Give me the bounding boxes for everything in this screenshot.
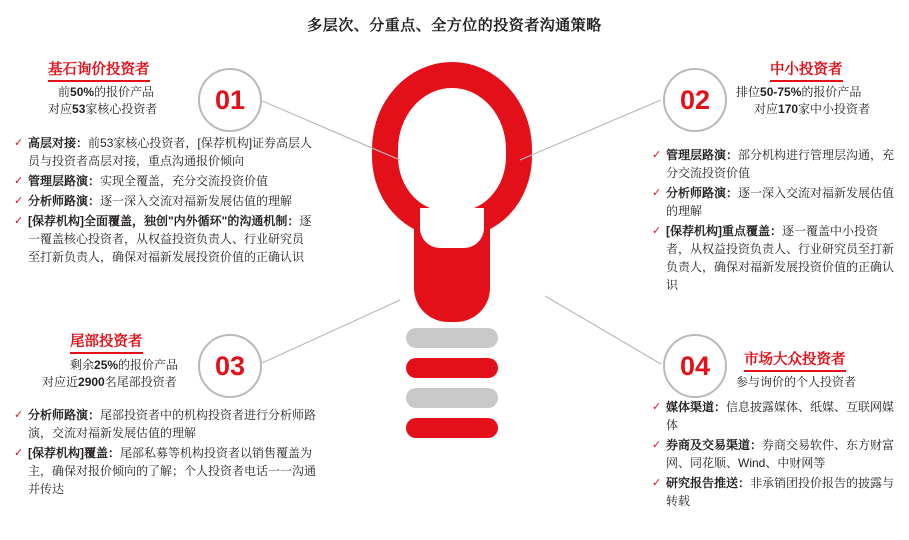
section-subline-03b: 对应近2900名尾部投资者 xyxy=(42,375,177,389)
step-number-01: 01 xyxy=(198,68,262,132)
check-icon: ✓ xyxy=(652,187,662,199)
check-icon: ✓ xyxy=(14,409,24,421)
section-subline-03a: 剩余25%的报价产品 xyxy=(70,358,179,372)
check-icon: ✓ xyxy=(14,447,24,459)
section-heading-04: 市场大众投资者 xyxy=(744,348,846,369)
list-item: ✓ [保荐机构]重点覆盖：逐一覆盖中小投资者，从权益投资负责人、行业研究员至打新负责人，确保对福新发展投资价值的正确认识 xyxy=(652,224,895,292)
check-icon: ✓ xyxy=(652,149,662,161)
step-number-03: 03 xyxy=(198,334,262,398)
check-icon: ✓ xyxy=(14,215,24,227)
section-heading-03: 尾部投资者 xyxy=(70,330,143,351)
check-icon: ✓ xyxy=(14,195,24,207)
section-subline-01b: 对应53家核心投资者 xyxy=(48,102,158,116)
check-icon: ✓ xyxy=(652,439,662,451)
list-item: ✓ [保荐机构]覆盖：尾部私募等机构投资者以销售覆盖为主，确保对报价倾向的了解；个人投资者电话一一沟通并传达 xyxy=(14,446,317,496)
section-subline-02b: 对应170家中小投资者 xyxy=(754,102,871,116)
list-item: ✓ 券商及交易渠道：券商交易软件、东方财富网、同花顺、Wind、中财网等 xyxy=(652,438,895,470)
list-item: ✓ 管理层路演：实现全覆盖，充分交流投资价值 xyxy=(14,174,269,188)
step-number-04: 04 xyxy=(663,334,727,398)
check-icon: ✓ xyxy=(652,401,662,413)
check-icon: ✓ xyxy=(14,137,24,149)
list-item: ✓ 研究报告推送：非承销团投价报告的披露与转载 xyxy=(652,476,895,508)
section-subline-01a: 前50%的报价产品 xyxy=(58,85,155,99)
section-heading-02: 中小投资者 xyxy=(770,58,843,79)
list-item: ✓ [保荐机构]全面覆盖，独创"内外循环"的沟通机制：逐一覆盖核心投资者，从权益投资负责人、行业研究员至打新负责人，确保对福新发展投资价值的正确认识 xyxy=(14,214,312,264)
list-item: ✓ 媒体渠道：信息披露媒体、纸媒、互联网媒体 xyxy=(652,400,895,432)
list-item: ✓ 管理层路演：部分机构进行管理层沟通，充分交流投资价值 xyxy=(652,148,895,180)
check-icon: ✓ xyxy=(652,225,662,237)
step-number-02: 02 xyxy=(663,68,727,132)
check-icon: ✓ xyxy=(14,175,24,187)
section-heading-01: 基石询价投资者 xyxy=(48,58,150,79)
section-subline-02a: 排位50-75%的报价产品 xyxy=(736,85,862,99)
list-item: ✓ 分析师路演：尾部投资者中的机构投资者进行分析师路演，交流对福新发展估值的理解 xyxy=(14,408,317,440)
list-item: ✓ 分析师路演：逐一深入交流对福新发展估值的理解 xyxy=(652,186,895,218)
check-icon: ✓ xyxy=(652,477,662,489)
list-item: ✓ 分析师路演：逐一深入交流对福新发展估值的理解 xyxy=(14,194,293,208)
page-title: 多层次、分重点、全方位的投资者沟通策略 xyxy=(307,17,602,34)
section-subline-04a: 参与询价的个人投资者 xyxy=(736,375,857,389)
list-item: ✓ 高层对接：前53家核心投资者，[保荐机构]证券高层人员与投资者高层对接，重点沟通报价倾向 xyxy=(14,136,313,168)
